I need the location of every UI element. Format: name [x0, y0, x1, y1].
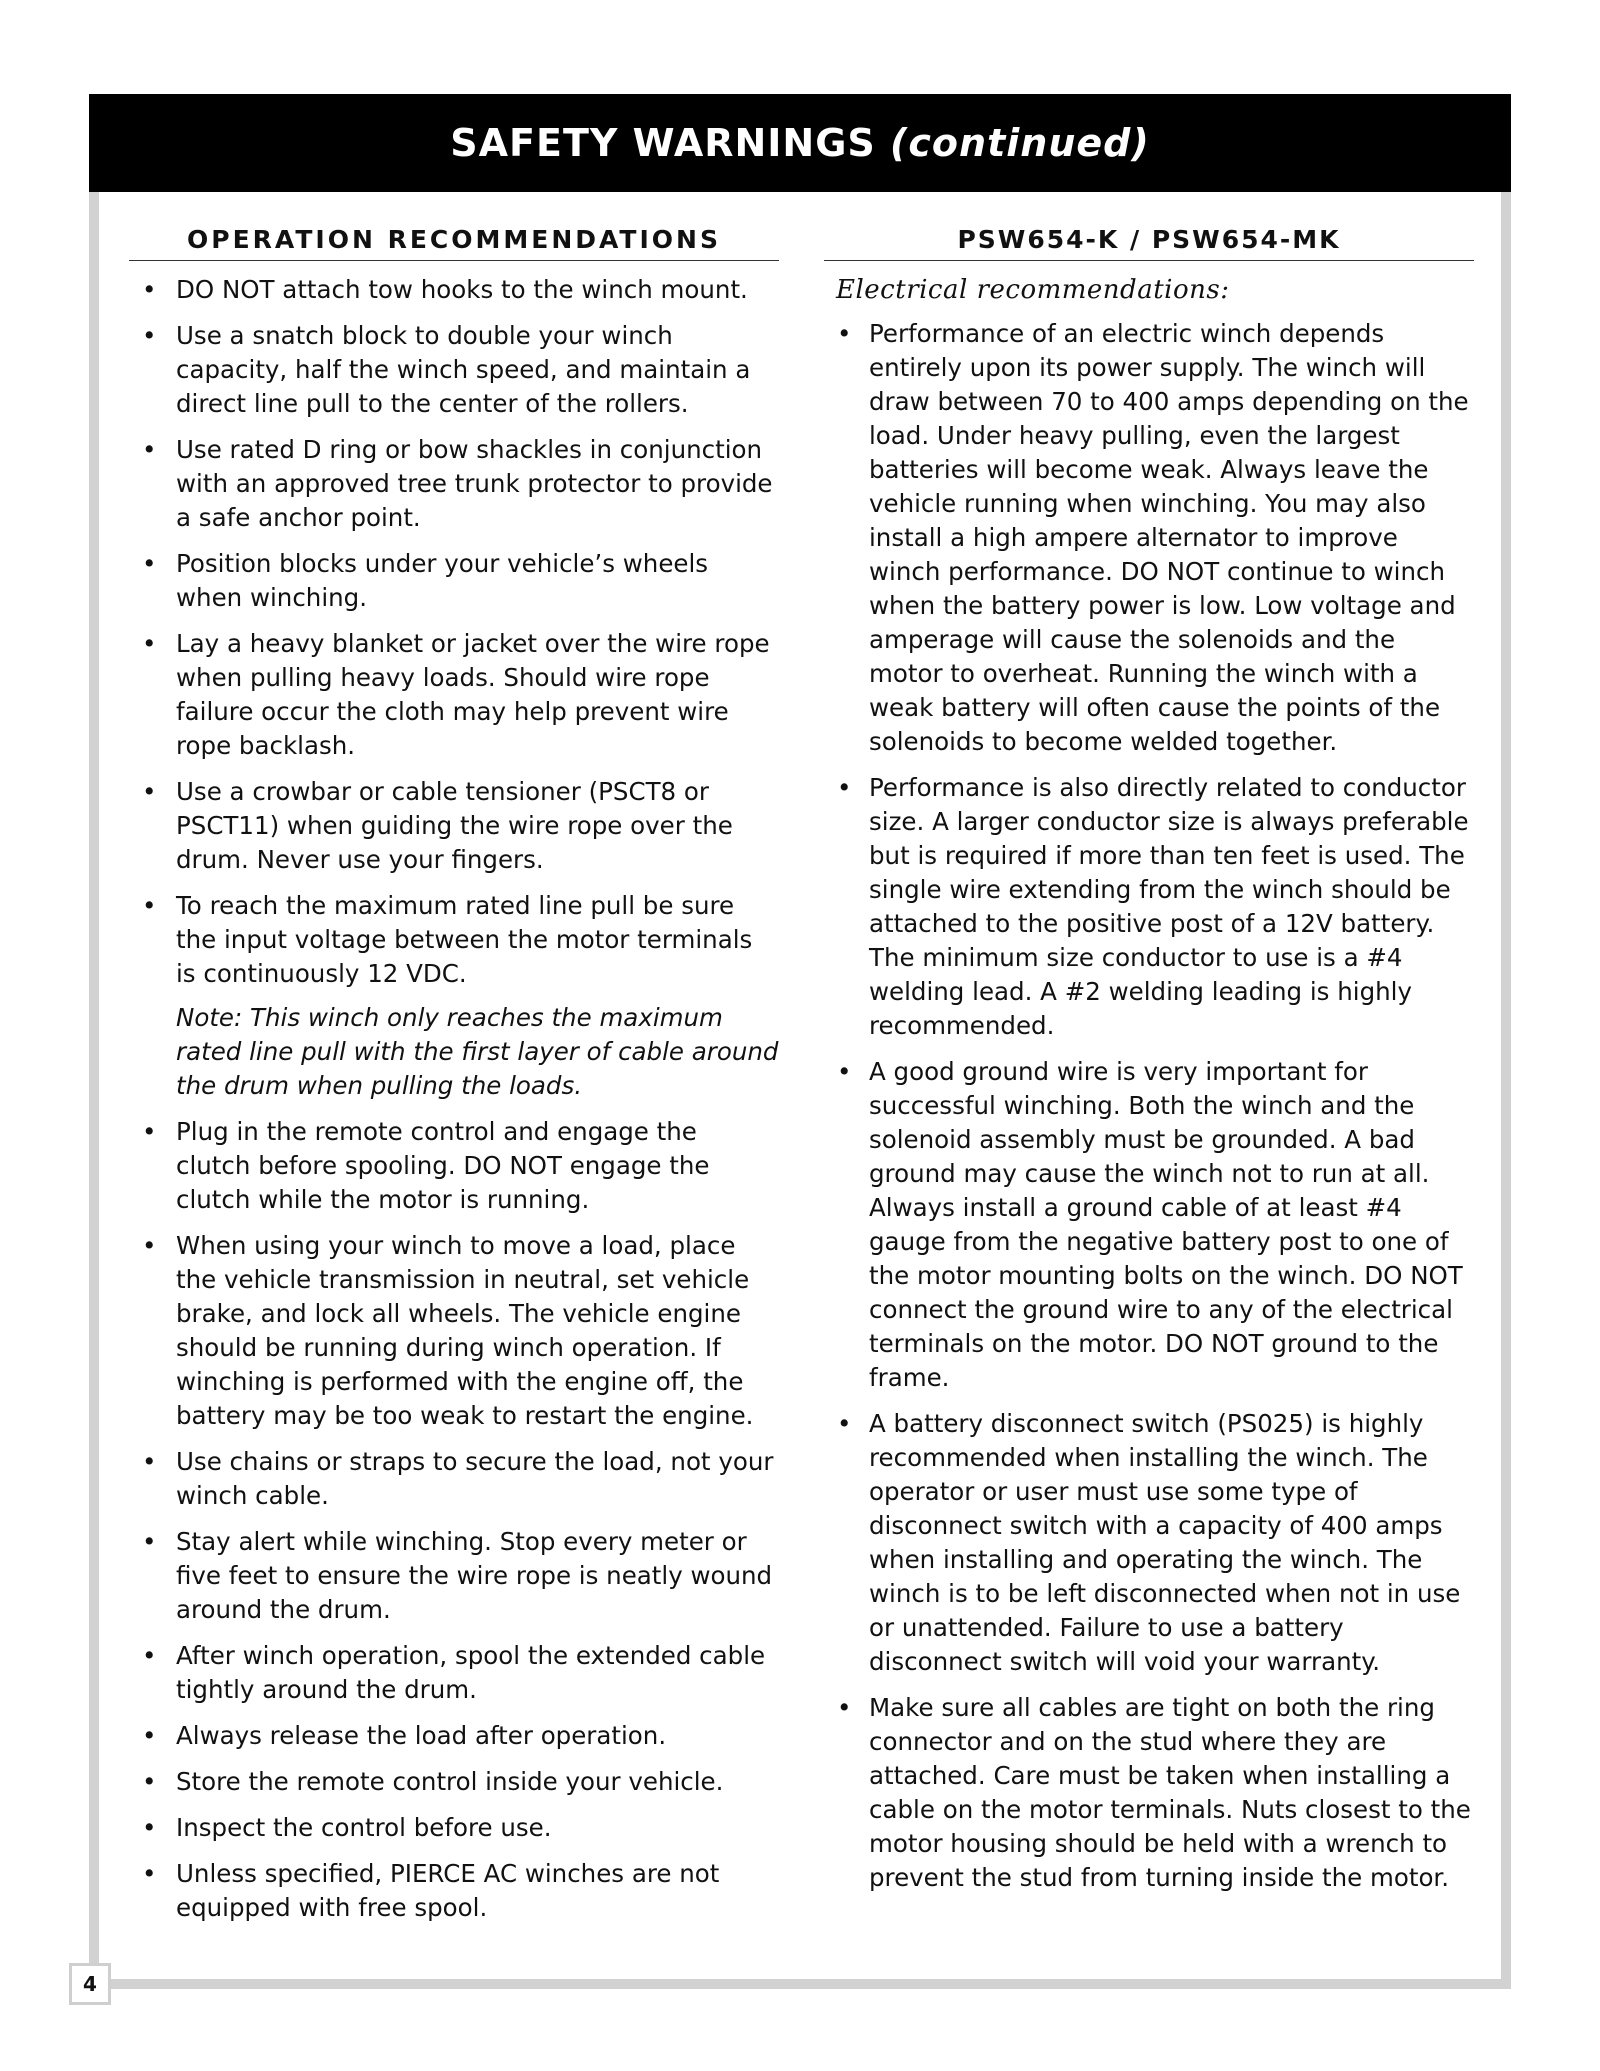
- list-item: • Plug in the remote control and engage the clutch before spooling. DO NOT engage the clutch while the motor is running.: [129, 1115, 779, 1217]
- list-item: • Use rated D ring or bow shackles in conjunction with an approved tree trunk protector to provide a safe anchor point.: [129, 433, 779, 535]
- list-item: • Always release the load after operation.: [129, 1719, 779, 1753]
- operation-recommendations-column: [129, 225, 779, 1937]
- list-item: • Performance is also directly related to conductor size. A larger conductor size is always preferable but is required if more than ten feet is used. The single wire extending from the winch should be attached to the positive post of a 12V battery. The minimum size conductor to use is a #4 welding lead. A #2 welding leading is highly recommended.: [824, 771, 1474, 1043]
- list-item: • To reach the maximum rated line pull be sure the input voltage between the motor terminals is continuously 12 VDC.: [129, 889, 779, 991]
- list-item: • A good ground wire is very important for successful winching. Both the winch and the solenoid assembly must be grounded. A bad ground may cause the winch not to run at all. Always install a ground cable of at least #4 gauge from the negative battery post to one of the motor mounting bolts on the winch. DO NOT connect the ground wire to any of the electrical terminals on the motor. DO NOT ground to the frame.: [824, 1055, 1474, 1395]
- list-item: • Use a crowbar or cable tensioner (PSCT8 or PSCT11) when guiding the wire rope over the drum. Never use your fingers.: [129, 775, 779, 877]
- list-item: • A battery disconnect switch (PS025) is highly recommended when installing the winch. The operator or user must use some type of disconnect switch with a capacity of 400 amps when installing and operating the winch. The winch is to be left disconnected when not in use or unattended. Failure to use a battery disconnect switch will void your warranty.: [824, 1407, 1474, 1679]
- list-item: • Store the remote control inside your vehicle.: [129, 1765, 779, 1799]
- list-item: • Lay a heavy blanket or jacket over the wire rope when pulling heavy loads. Should wire rope failure occur the cloth may help prevent wire rope backlash.: [129, 627, 779, 763]
- operation-recommendations-list: [129, 273, 779, 991]
- banner-subtitle: (continued): [890, 121, 1150, 165]
- model-heading: PSW654-K / PSW654-MK: [824, 225, 1474, 261]
- list-item: • Performance of an electric winch depends entirely upon its power supply. The winch will draw between 70 to 400 amps depending on the load. Under heavy pulling, even the largest batteries will become weak. Always leave the vehicle running when winching. You may also install a high ampere alternator to improve winch performance. DO NOT continue to winch when the battery power is low. Low voltage and amperage will cause the solenoids and the motor to overheat. Running the winch with a weak battery will often cause the points of the solenoids to become welded together.: [824, 317, 1474, 759]
- page-banner: [89, 94, 1511, 192]
- list-item: • DO NOT attach tow hooks to the winch mount.: [129, 273, 779, 307]
- electrical-recommendations-column: [824, 225, 1474, 1907]
- page-number: 4: [69, 1963, 111, 2005]
- list-item: • After winch operation, spool the extended cable tightly around the drum.: [129, 1639, 779, 1707]
- list-item: • Inspect the control before use.: [129, 1811, 779, 1845]
- banner-title: SAFETY WARNINGS: [450, 121, 876, 165]
- list-item: • Make sure all cables are tight on both the ring connector and on the stud where they are attached. Care must be taken when installing a cable on the motor terminals. Nuts closest to the motor housing should be held with a wrench to prevent the stud from turning inside the motor.: [824, 1691, 1474, 1895]
- electrical-recommendations-list: [824, 317, 1474, 1895]
- list-item: • When using your winch to move a load, place the vehicle transmission in neutral, set vehicle brake, and lock all wheels. The vehicle engine should be running during winch operation. If winching is performed with the engine off, the battery may be too weak to restart the engine.: [129, 1229, 779, 1433]
- list-item: • Use chains or straps to secure the load, not your winch cable.: [129, 1445, 779, 1513]
- electrical-subheading: Electrical recommendations:: [836, 275, 1230, 305]
- list-item: • Position blocks under your vehicle’s wheels when winching.: [129, 547, 779, 615]
- list-item: • Unless specified, PIERCE AC winches are not equipped with free spool.: [129, 1857, 779, 1925]
- operation-recommendations-list-continued: [129, 1115, 779, 1925]
- list-item: • Stay alert while winching. Stop every meter or five feet to ensure the wire rope is neatly wound around the drum.: [129, 1525, 779, 1627]
- line-pull-note: Note: This winch only reaches the maximum rated line pull with the first layer of cable around the drum when pulling the loads.: [176, 1003, 779, 1100]
- list-item: • Use a snatch block to double your winch capacity, half the winch speed, and maintain a direct line pull to the center of the rollers.: [129, 319, 779, 421]
- operation-recommendations-heading: OPERATION RECOMMENDATIONS: [129, 225, 779, 261]
